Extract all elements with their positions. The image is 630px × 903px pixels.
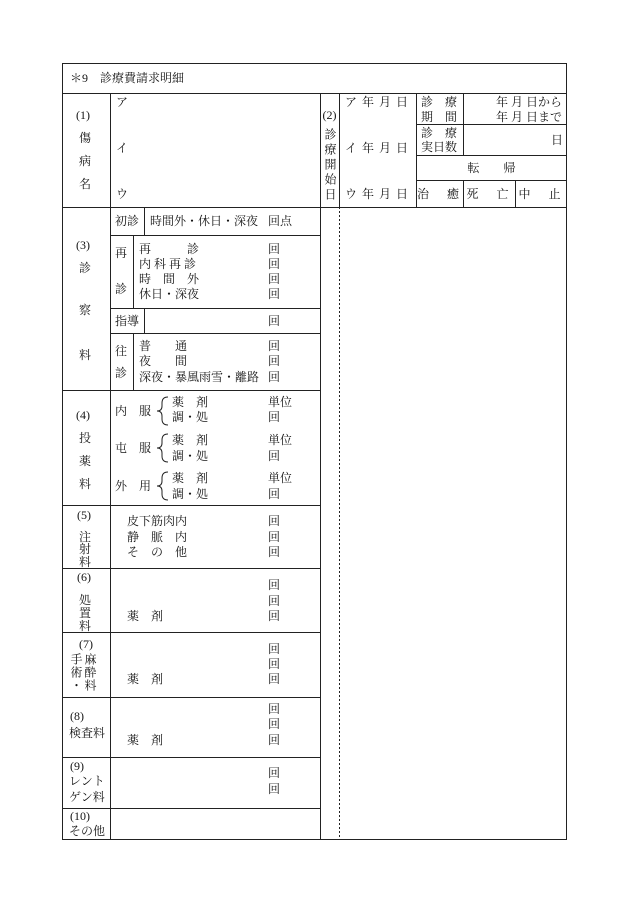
medication-item-name: 調・処	[172, 410, 209, 424]
medication-number: (4)	[76, 408, 90, 422]
actual-days-unit: 日	[551, 133, 564, 147]
period-label-line2: 期 間	[421, 110, 458, 124]
house-call-item-unit: 回	[268, 339, 281, 353]
injection-label-char: 射	[79, 542, 92, 556]
revisit-item-unit: 回	[268, 272, 281, 286]
medication-label-char: 薬	[79, 454, 92, 468]
surgery-unit: 回	[268, 672, 281, 686]
outcome-option-deceased: 死 亡	[466, 187, 512, 201]
house-call-item-name: 深夜・暴風雨雪・離路	[139, 370, 260, 384]
examination-unit: 回	[268, 733, 281, 747]
xray-label-line: レント	[69, 774, 105, 788]
brace-mark	[157, 397, 168, 425]
outcome-option-cured: 治 癒	[416, 187, 462, 201]
examination-label: 検査料	[69, 726, 106, 740]
period-from: 年 月 日から	[495, 95, 562, 109]
injection-number: (5)	[77, 508, 91, 522]
first-visit-label: 初診	[115, 214, 140, 228]
procedure-label-char: 処	[79, 593, 92, 607]
medication-label-char: 料	[79, 477, 92, 491]
diagnosis-number: (1)	[76, 108, 90, 122]
medication-item-unit: 単位	[268, 395, 293, 409]
injection-label-char: 注	[79, 530, 92, 544]
xray-number: (9)	[70, 759, 84, 773]
medication-item-name: 薬 剤	[172, 395, 209, 409]
surgery-unit: 回	[268, 657, 281, 671]
guidance-unit: 回	[268, 314, 281, 328]
anesthesia-label-column: 麻酔料	[83, 653, 97, 692]
examination-unit: 回	[268, 717, 281, 731]
consultation-number: (3)	[76, 238, 90, 252]
medication-item-unit: 単位	[268, 433, 293, 447]
examination-unit: 回	[268, 702, 281, 716]
revisit-item-name: 内 科 再 診	[139, 257, 197, 271]
actual-days-label-line2: 実日数	[421, 140, 458, 154]
procedure-label-char: 置	[79, 606, 92, 620]
outcome-option-discontinued: 中 止	[518, 187, 564, 201]
medication-label-char: 投	[79, 431, 92, 445]
injection-item-name: 静 脈 内	[127, 530, 188, 544]
period-to: 年 月 日まで	[495, 110, 562, 124]
revisit-item-name: 休日・深夜	[139, 287, 200, 301]
actual-days-label-line1: 診 療	[421, 126, 458, 140]
injection-item-unit: 回	[268, 545, 281, 559]
revisit-label-char: 再	[115, 246, 128, 260]
injection-label-char: 料	[79, 555, 92, 569]
diagnosis-label-char: 名	[79, 177, 92, 191]
first-visit-unit: 回点	[268, 214, 293, 228]
consultation-label-char: 料	[79, 348, 92, 362]
start-date-entry-u: ウ 年 月 日	[345, 187, 409, 201]
medication-item-unit: 単位	[268, 471, 293, 485]
other-number: (10)	[70, 809, 90, 823]
procedure-unit: 回	[268, 609, 281, 623]
injection-item-unit: 回	[268, 530, 281, 544]
surgery-unit: 回	[268, 642, 281, 656]
house-call-item-unit: 回	[268, 354, 281, 368]
consultation-label-char: 察	[79, 303, 92, 317]
procedure-drug-label: 薬 剤	[127, 609, 164, 623]
diagnosis-label-char: 病	[79, 154, 92, 168]
medication-item-unit: 回	[268, 410, 281, 424]
diagnosis-entry-a: ア	[116, 95, 129, 109]
house-call-label-char: 診	[115, 366, 128, 380]
surgery-drug-label: 薬 剤	[127, 672, 164, 686]
surgery-number: (7)	[79, 637, 93, 651]
brace-mark	[157, 434, 168, 462]
start-date-entry-i: イ 年 月 日	[345, 141, 409, 155]
medication-item-name: 調・処	[172, 449, 209, 463]
medication-group-label: 屯 服	[115, 441, 152, 455]
injection-item-name: 皮下筋肉内	[127, 514, 188, 528]
procedure-unit: 回	[268, 578, 281, 592]
house-call-item-name: 普 通	[139, 339, 194, 353]
injection-item-unit: 回	[268, 514, 281, 528]
examination-number: (8)	[70, 709, 84, 723]
medication-item-unit: 回	[268, 487, 281, 501]
medication-item-name: 調・処	[172, 487, 209, 501]
start-date-entry-a: ア 年 月 日	[345, 95, 409, 109]
form-title: ＊9 診療費請求明細	[70, 71, 185, 85]
start-date-number: (2)	[322, 108, 337, 122]
examination-drug-label: 薬 剤	[127, 733, 164, 747]
xray-unit: 回	[268, 782, 281, 796]
diagnosis-label-char: 傷	[79, 131, 92, 145]
other-label: その他	[69, 824, 106, 838]
procedure-label-char: 料	[79, 619, 92, 633]
first-visit-detail: 時間外・休日・深夜	[150, 214, 259, 228]
revisit-item-unit: 回	[268, 287, 281, 301]
surgery-label-column: 手術・	[69, 653, 83, 692]
xray-label-line: ゲン料	[69, 790, 105, 804]
diagnosis-entry-u: ウ	[116, 187, 129, 201]
revisit-item-name: 再 診	[139, 242, 200, 256]
revisit-item-unit: 回	[268, 257, 281, 271]
diagnosis-entry-i: イ	[116, 141, 129, 155]
revisit-item-name: 時 間 外	[139, 272, 200, 286]
outcome-label: 転 帰	[467, 161, 516, 175]
injection-item-name: そ の 他	[127, 545, 188, 559]
brace-mark	[157, 472, 168, 500]
guidance-label: 指導	[115, 314, 140, 328]
procedure-unit: 回	[268, 594, 281, 608]
start-date-label: 診療開始日	[323, 128, 337, 203]
house-call-item-name: 夜 間	[139, 354, 194, 368]
revisit-item-unit: 回	[268, 242, 281, 256]
house-call-item-unit: 回	[268, 370, 281, 384]
medication-item-name: 薬 剤	[172, 471, 209, 485]
medication-item-name: 薬 剤	[172, 433, 209, 447]
house-call-label-char: 往	[115, 344, 128, 358]
xray-unit: 回	[268, 766, 281, 780]
medication-group-label: 内 服	[115, 404, 152, 418]
consultation-label-char: 診	[79, 261, 92, 275]
medication-item-unit: 回	[268, 449, 281, 463]
medication-group-label: 外 用	[115, 479, 152, 493]
period-label-line1: 診 療	[421, 95, 458, 109]
revisit-label-char: 診	[115, 282, 128, 296]
procedure-number: (6)	[77, 570, 91, 584]
